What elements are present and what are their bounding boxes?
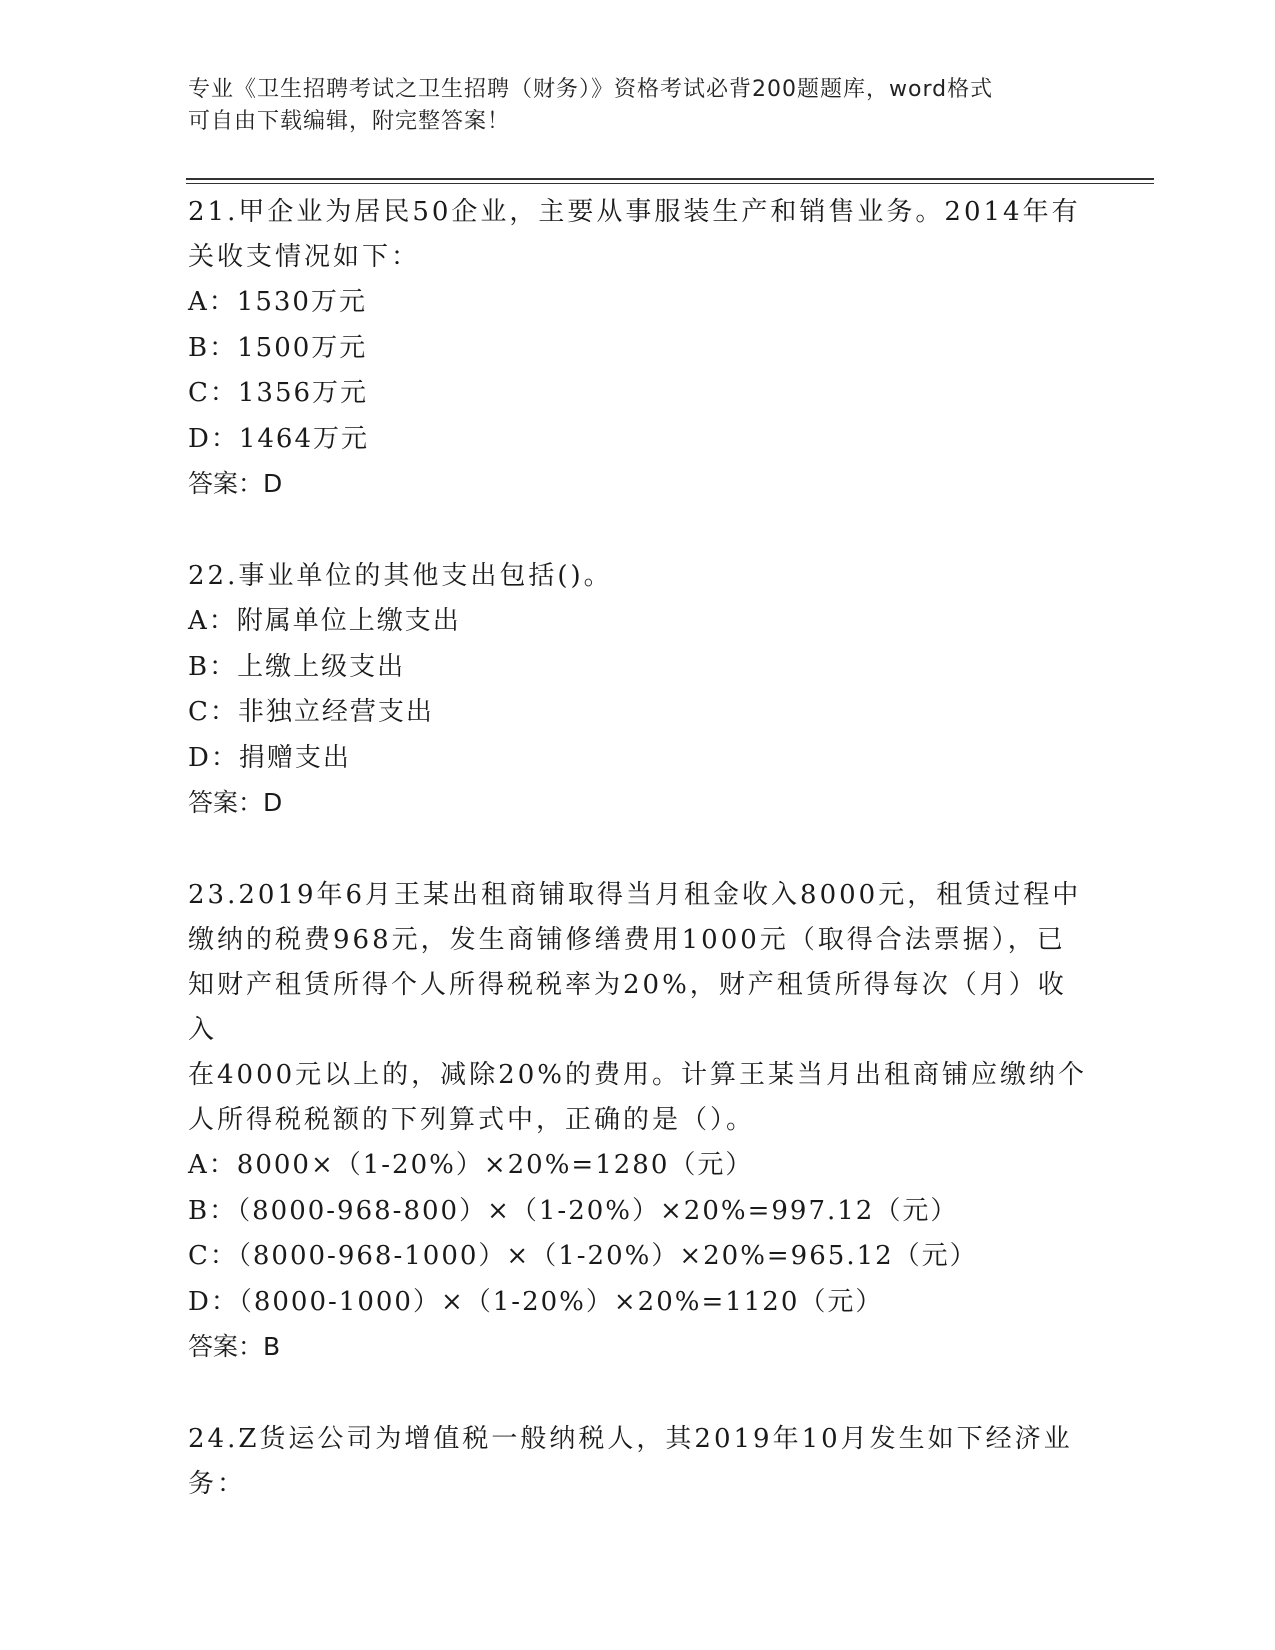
question-text: 21.甲企业为居民50企业，主要从事服装生产和销售业务。2014年有 [188,197,1081,227]
option-d: D：捐赠支出 [188,742,351,773]
answer: 答案：B [188,1332,281,1361]
question-text: 知财产租赁所得个人所得税税率为20%，财产租赁所得每次（月）收入 [188,970,1067,1045]
header-line-1: 专业《卫生招聘考试之卫生招聘（财务）》资格考试必背200题题库，word格式 [188,77,994,102]
spacer [188,1369,1088,1417]
option-a: A：1530万元 [188,287,367,317]
question-list [188,190,1088,1507]
spacer [188,506,1088,554]
document-header [188,74,1068,138]
question-text: 关收支情况如下： [188,242,421,272]
question-text: 务： [188,1469,247,1499]
option-c: C：非独立经营支出 [188,697,434,727]
option-d: D：（8000-1000）×（1-20%）×20%=1120（元） [188,1286,884,1317]
header-line-2: 可自由下载编辑，附完整答案！ [188,109,511,134]
question-text: 24.Z货运公司为增值税一般纳税人，其2019年10月发生如下经济业 [188,1424,1073,1454]
question-text: 22.事业单位的其他支出包括()。 [188,561,613,591]
answer: 答案：D [188,788,283,817]
question-text: 人所得税税额的下列算式中，正确的是（）。 [188,1105,756,1135]
spacer [188,825,1088,873]
question-text: 23.2019年6月王某出租商铺取得当月租金收入8000元，租赁过程中 [188,880,1082,910]
option-d: D：1464万元 [188,423,370,454]
option-b: B：（8000-968-800）×（1-20%）×20%=997.12（元） [188,1195,959,1226]
question-23 [188,873,1088,1369]
answer: 答案：D [188,469,283,498]
option-b: B：上缴上级支出 [188,651,406,682]
question-21 [188,190,1088,506]
option-c: C：1356万元 [188,378,369,408]
question-text: 缴纳的税费968元，发生商铺修缮费用1000元（取得合法票据），已 [188,925,1066,955]
option-a: A：附属单位上缴支出 [188,606,461,636]
option-a: A：8000×（1-20%）×20%=1280（元） [188,1150,754,1180]
option-c: C：（8000-968-1000）×（1-20%）×20%=965.12（元） [188,1241,978,1271]
question-24 [188,1417,1088,1507]
option-b: B：1500万元 [188,332,368,363]
question-text: 在4000元以上的，减除20%的费用。计算王某当月出租商铺应缴纳个 [188,1060,1087,1090]
question-22 [188,554,1088,825]
header-divider-thin [186,183,1154,184]
header-divider-thick [186,178,1154,180]
